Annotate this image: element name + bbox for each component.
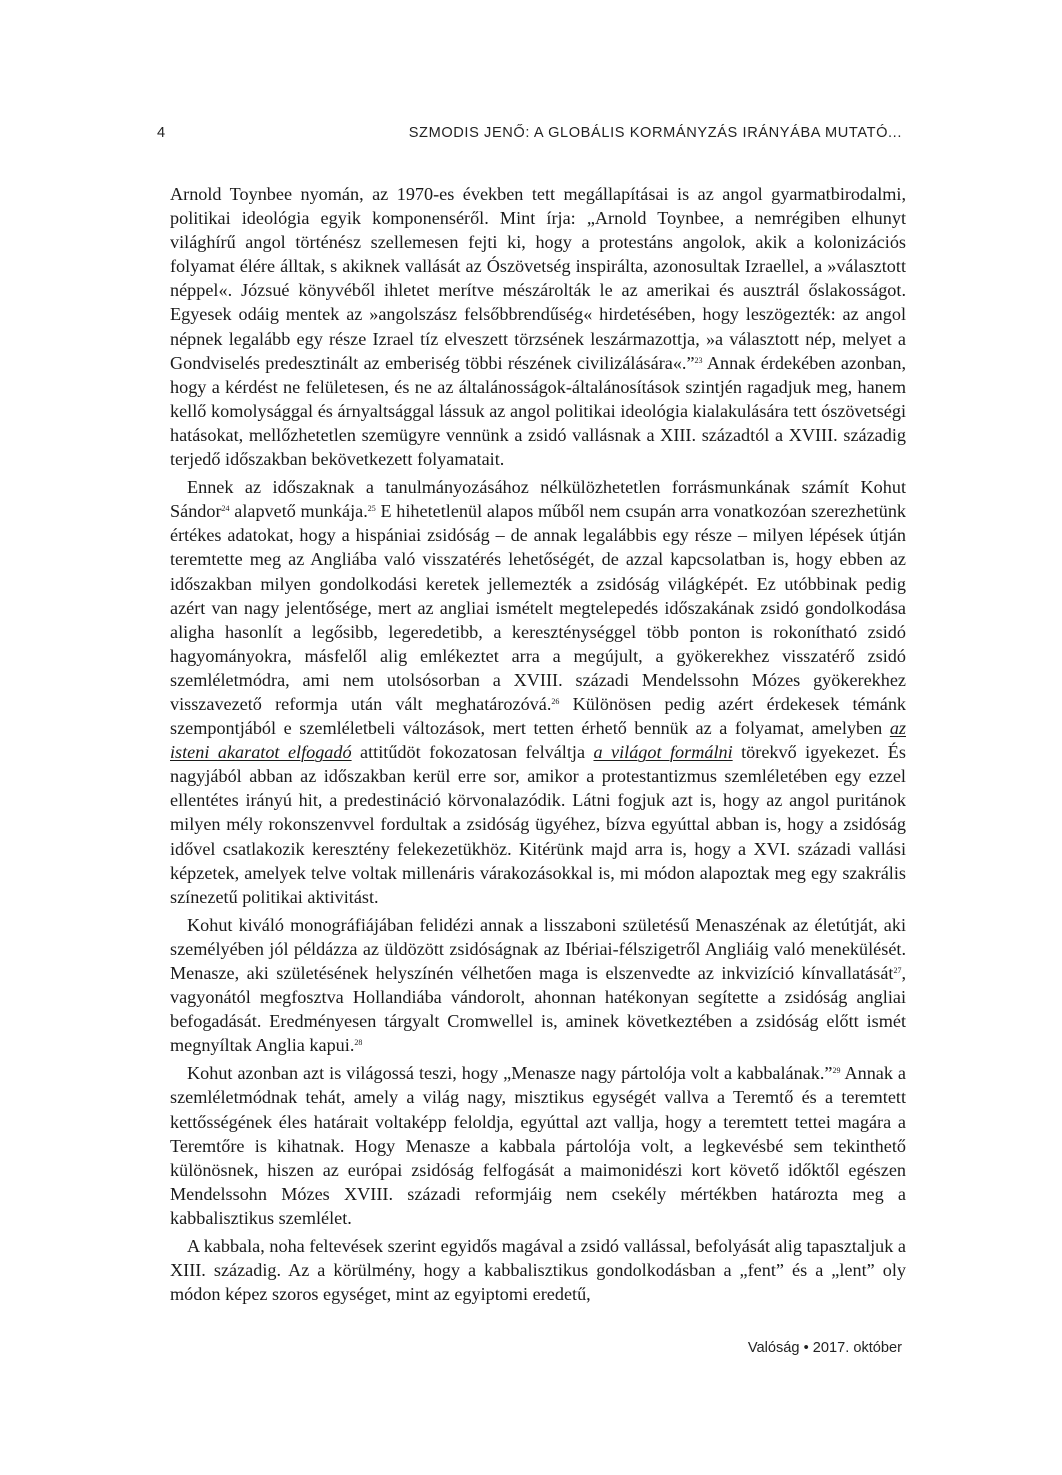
paragraph-text: Ennek az időszaknak a tanulmányozásához nélkülözhetetlen forrásmunkának számít Kohut Sándor (170, 477, 906, 522)
paragraph-text: Különösen pedig azért érdekesek témánk szempontjából e szemléletbeli változások, mert tetten érhető bennük az a folyamat, amelyben (170, 693, 907, 739)
paragraph-text: attitűdöt fokozatosan felváltja (351, 742, 594, 763)
paragraph-1 (170, 182, 906, 471)
paragraph-text: Arnold Toynbee nyomán, az 1970-es években tett megállapításai is az angol gyarmatbirodalmi, politikai ideológia egyik komponenséről. Mint írja: „Arnold Toynbee, a nemrégiben elhunyt világhírű angol történész szellemesen fejti ki, hogy a protestáns angolok, akik a kolonizációs folyamat élére álltak, s akiknek vallását az Ószövetség inspirálta, azonosultak Izraellel, a »választott néppel«. Józsué könyvéből ihletet merítve mészárolták le az amerikai és ausztrál őslakosságot. Egyesek odáig mentek az »angolszász felsőbbrendűség« hirdetésében, hogy leszögezték: az angol népnek legalább egy része Izrael tíz elveszett törzsének leszármazottja, »a választott nép, melyet a Gondviselés predesztinált az emberiség többi részének civilizálására«.” (170, 184, 906, 373)
paragraph-5 (170, 1234, 906, 1306)
emphasized-phrase: az isteni akaratot elfogadó (170, 718, 906, 763)
emphasized-phrase: a világot formálni (593, 742, 733, 763)
paragraph-text: Kohut kiváló monográfiájában felidézi annak a lisszaboni születésű Menaszénak az életútját, aki személyében jól példázza az üldözött zsidóságnak az Ibériai-félszigetről Angliáig való menekülését. Menasze, aki születésének helyszínén vélhetően maga is elszenvedte az inkvizíció kínvallatását (170, 914, 906, 983)
footnote-ref-25[interactable]: 25 (367, 504, 376, 514)
paragraph-text: E hihetetlenül alapos műből nem csupán arra vonatkozóan szerezhetünk értékes adatokat, hogy a hispániai zsidóság – de annak legalábbis egy része – milyen lépések útján teremtette meg az Angliába való visszatérés lehetőségét, de azzal kapcsolatban is, hogy ebben az időszakban milyen gondolkodási keretek jellemezték a zsidóság világképét. Ez utóbbinak pedig azért van nagy jelentősége, mert az angliai ismételt megtelepedés időszakának zsidó gondolkodása aligha hasonlít a legősibb, legeredetibb, a kereszténységgel több ponton is rokonítható zsidó hagyományokra, másfelől alig emlékeztet arra a megújult, a gyökerekhez visszatérő zsidó szemléletmódra, ami nem utolsósorban a XVIII. századi Mendelssohn Mózes gyökerekhez visszavezető reformja után vált meghatározóvá. (170, 501, 907, 714)
page-footer: Valóság • 2017. október (747, 1340, 902, 1356)
paragraph-4 (170, 1061, 906, 1230)
paragraph-text: , vagyonától megfosztva Hollandiába vándorolt, ahonnan hatékonyan segítette a zsidóság angliai befogadását. Eredményesen tárgyalt Cromwellel is, aminek következtében a zsidóság előtt ismét megnyíltak Anglia kapui. (170, 963, 906, 1056)
article-body (170, 182, 906, 1306)
paragraph-text: Kohut azonban azt is világossá teszi, hogy „Menasze nagy pártolója volt a kabbalának.” (187, 1063, 833, 1084)
running-header (157, 125, 902, 145)
footnote-ref-29[interactable]: 29 (832, 1066, 841, 1076)
paragraph-3 (170, 913, 906, 1058)
footnote-ref-26[interactable]: 26 (551, 696, 560, 706)
paragraph-text: törekvő igyekezet. És nagyjából abban az időszakban kerül erre sor, amikor a protestantizmus szemléletében egy ezzel ellentétes irányú hit, a predestináció körvonalazódik. Látni fogjuk azt is, hogy az angol puritánok milyen mély rokonszenvvel fordultak a zsidóság ügyéhez, bízva egyúttal abban is, hogy a zsidóság idővel csatlakozik keresztény felekezetükhöz. Kitérünk majd arra is, hogy a XVI. századi vallási képzetek, amelyek telve voltak millenáris várakozásokkal is, mi módon alapoztak meg egy szakrális színezetű politikai aktivitást. (170, 742, 906, 907)
paragraph-text: Annak a szemléletmódnak tehát, amely a világ nagy, misztikus egységét vallva a Teremtő és a teremtett kettősségének éles határait voltaképp feloldja, egyúttal azt vallja, hogy a teremtett tettei magára a Teremtőre is kihatnak. Hogy Menasze a kabbala pártolója volt, a legkevésbé sem tekinthető különösnek, hiszen az európai zsidóság felfogását a maimonidészi kort követő időktől egészen Mendelssohn Mózes XVIII. századi reformjáig nem csekély mértékben határozta meg a kabbalisztikus szemlélet. (170, 1063, 907, 1228)
footnote-ref-27[interactable]: 27 (893, 966, 902, 975)
paragraph-2 (170, 475, 906, 909)
footnote-ref-28[interactable]: 28 (354, 1038, 363, 1048)
paragraph-text: Annak érdekében azonban, hogy a kérdést ne felületesen, és ne az általánosságok-általánosítások szintjén ragadjuk meg, hanem kellő komolysággal és árnyaltsággal lássuk az angol politikai ideológia kialakulására tett ószövetségi hatásokat, mellőzhetetlen szemügyre vennünk a zsidó vallásnak a XIII. századtól a XVIII. századig terjedő időszakban bekövetkezett folyamatait. (170, 352, 906, 470)
footnote-ref-24[interactable]: 24 (221, 504, 230, 514)
paragraph-text: alapvető munkája. (229, 501, 368, 522)
footnote-ref-23[interactable]: 23 (694, 355, 703, 365)
page-number: 4 (157, 125, 166, 141)
running-title: SZMODIS JENŐ: A GLOBÁLIS KORMÁNYZÁS IRÁNYÁBA MUTATÓ... (408, 125, 902, 141)
paragraph-text: A kabbala, noha feltevések szerint egyidős magával a zsidó vallással, befolyását alig tapasztaljuk a XIII. századig. Az a körülmény, hogy a kabbalisztikus gondolkodásban a „fent” és a „lent” oly módon képez szoros egységet, mint az egyiptomi eredetű, (170, 1236, 906, 1305)
